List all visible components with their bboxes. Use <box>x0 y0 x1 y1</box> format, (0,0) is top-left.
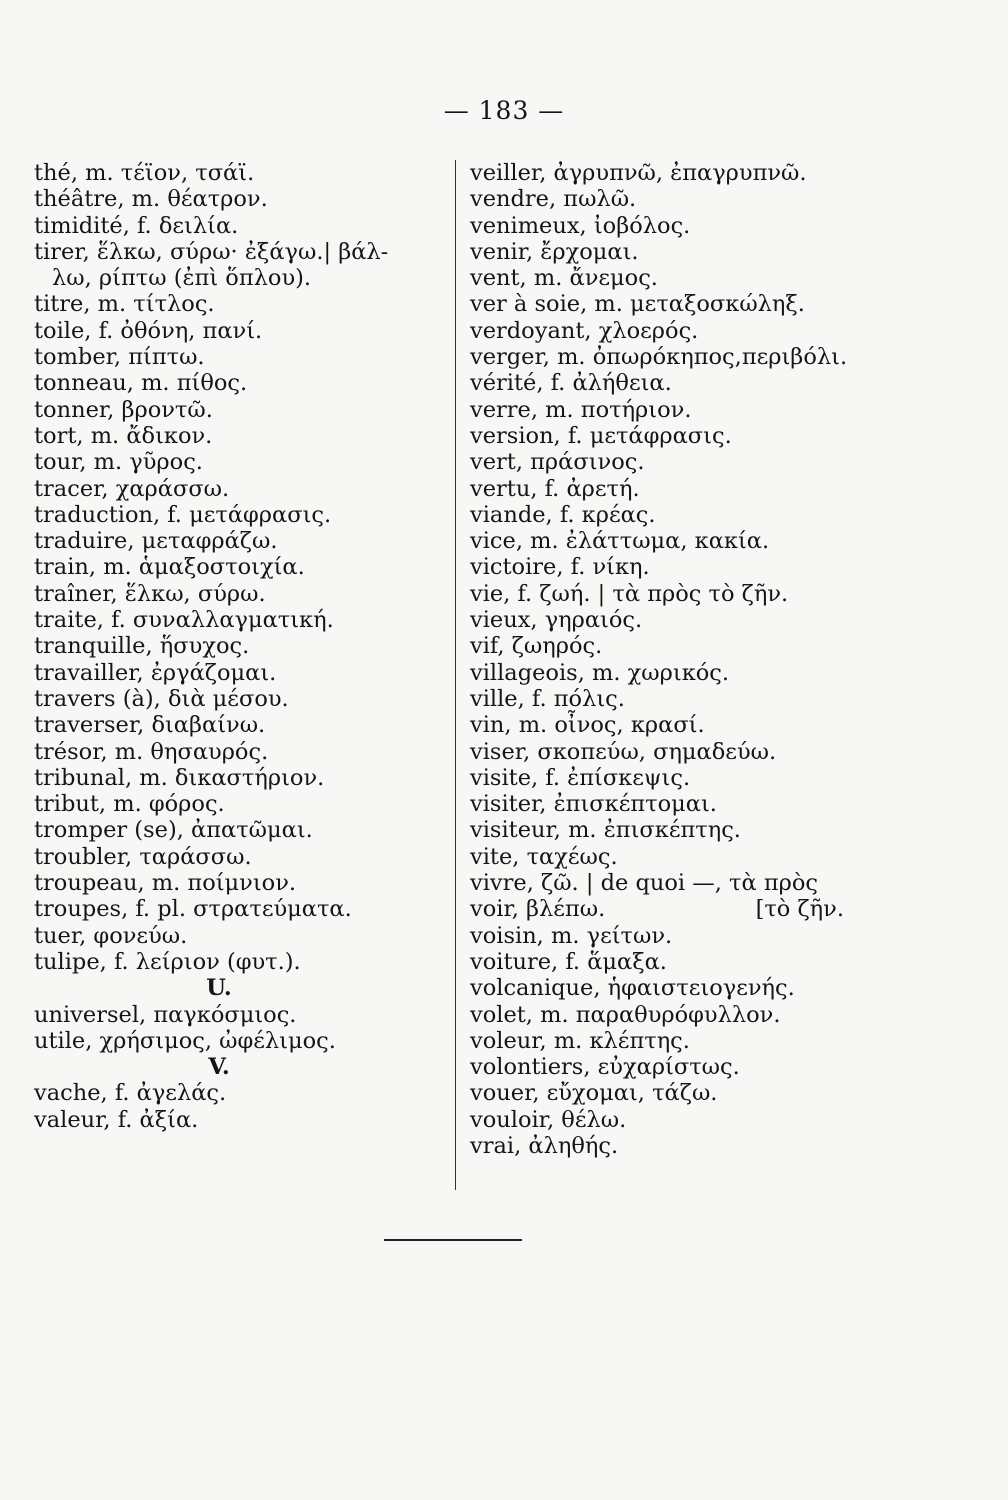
dictionary-entry: verger, m. ὀπωρόκηπος,περιβόλι. <box>470 344 848 371</box>
dictionary-entry: voisin, m. γείτων. <box>470 922 673 949</box>
dictionary-entry: voleur, m. κλέπτης. <box>470 1027 690 1054</box>
dictionary-entry: vert, πράσινος. <box>470 449 645 476</box>
dictionary-entry: vivre, ζῶ. | de quoi —, τὰ πρὸς <box>470 870 818 897</box>
dictionary-entry: tirer, ἕλκω, σύρω· ἐξάγω.| βάλ- <box>34 238 389 265</box>
dictionary-entry: vrai, ἀληθής. <box>470 1132 619 1159</box>
entry-text: voir, βλέπω. <box>470 896 606 923</box>
dictionary-entry: victoire, f. νίκη. <box>470 554 650 581</box>
dictionary-entry: train, m. ἁμαξοστοιχία. <box>34 554 305 581</box>
dictionary-entry: ver à soie, m. μεταξοσκώληξ. <box>470 291 805 318</box>
dictionary-entry: veiller, ἀγρυπνῶ, ἐπαγρυπνῶ. <box>470 160 807 186</box>
closing-rule <box>384 1239 522 1241</box>
dictionary-entry: vent, m. ἄνεμος. <box>470 265 658 292</box>
dictionary-entry: valeur, f. ἀξία. <box>34 1106 199 1133</box>
dictionary-entry: tromper (se), ἀπατῶμαι. <box>34 817 313 844</box>
dictionary-entry: tort, m. ἄδικον. <box>34 422 213 449</box>
dictionary-entry: vieux, γηραιός. <box>470 607 643 634</box>
dictionary-entry: tribut, m. φόρος. <box>34 791 225 818</box>
dictionary-entry: traduction, f. μετάφρασις. <box>34 501 332 528</box>
dictionary-entry: tranquille, ἥσυχος. <box>34 633 250 660</box>
dictionary-entry: traîner, ἕλκω, σύρω. <box>34 580 266 607</box>
dictionary-entry: volcanique, ἡφαιστειογενής. <box>470 975 795 1002</box>
dictionary-entry: villageois, m. χωρικός. <box>470 659 730 686</box>
dictionary-entry: troupes, f. pl. στρατεύματα. <box>34 896 352 923</box>
dictionary-entry: tomber, πίπτω. <box>34 344 205 371</box>
dictionary-entry: vérité, f. ἀλήθεια. <box>470 370 672 397</box>
dictionary-entry <box>470 896 890 922</box>
dictionary-entry: ville, f. πόλις. <box>470 685 625 712</box>
dictionary-entry: volet, m. παραθυρόφυλλον. <box>470 1001 781 1028</box>
section-heading-u: U. <box>206 975 232 1002</box>
section-heading-v: V. <box>208 1054 230 1081</box>
dictionary-entry: utile, χρήσιμος, ὠφέλιμος. <box>34 1027 336 1054</box>
dictionary-entry: trésor, m. θησαυρός. <box>34 738 269 765</box>
dictionary-entry: tonneau, m. πίθος. <box>34 370 248 397</box>
left-column <box>34 160 444 1133</box>
dictionary-entry: tracer, χαράσσω. <box>34 475 230 502</box>
dictionary-entry: vertu, f. ἀρετή. <box>470 475 640 502</box>
dictionary-entry: travailler, ἐργάζομαι. <box>34 659 277 686</box>
dictionary-entry: thé, m. τέϊον, τσάϊ. <box>34 160 255 186</box>
dictionary-entry: vite, ταχέως. <box>470 843 618 870</box>
dictionary-entry: vin, m. οἶνος, κρασί. <box>470 712 705 739</box>
dictionary-entry: visite, f. ἐπίσκεψις. <box>470 764 691 791</box>
dictionary-entry: vif, ζωηρός. <box>470 633 603 660</box>
dictionary-entry: vouer, εὔχομαι, τάζω. <box>470 1080 718 1107</box>
dictionary-entry: universel, παγκόσμιος. <box>34 1001 297 1028</box>
dictionary-entry: tour, m. γῦρος. <box>34 449 203 476</box>
dictionary-entry: verre, m. ποτήριον. <box>470 396 692 423</box>
dictionary-entry: tribunal, m. δικαστήριον. <box>34 764 325 791</box>
dictionary-entry: troupeau, m. ποίμνιον. <box>34 870 297 897</box>
dictionary-entry: traite, f. συναλλαγματική. <box>34 607 334 634</box>
column-divider <box>455 160 456 1190</box>
dictionary-entry: venimeux, ἰοβόλος. <box>470 212 691 239</box>
dictionary-entry: traverser, διαβαίνω. <box>34 712 266 739</box>
dictionary-entry: timidité, f. δειλία. <box>34 212 239 239</box>
dictionary-entry: vice, m. ἐλάττωμα, κακία. <box>470 528 770 555</box>
dictionary-entry: venir, ἔρχομαι. <box>470 238 639 265</box>
dictionary-entry: verdoyant, χλοερός. <box>470 317 699 344</box>
page-number: — 183 — <box>443 96 565 125</box>
dictionary-entry: visiteur, m. ἐπισκέπτης. <box>470 817 741 844</box>
dictionary-entry: version, f. μετάφρασις. <box>470 422 732 449</box>
dictionary-entry: toile, f. ὀθόνη, πανί. <box>34 317 263 344</box>
dictionary-entry: vouloir, θέλω. <box>470 1106 627 1133</box>
dictionary-entry-continuation: λω, ρίπτω (ἐπὶ ὅπλου). <box>52 265 312 292</box>
dictionary-entry: visiter, ἐπισκέπτομαι. <box>470 791 717 818</box>
dictionary-entry: traduire, μεταφράζω. <box>34 528 278 555</box>
dictionary-entry: travers (à), διὰ μέσου. <box>34 685 289 712</box>
dictionary-entry: troubler, ταράσσω. <box>34 843 252 870</box>
dictionary-entry: titre, m. τίτλος. <box>34 291 215 318</box>
dictionary-entry: vache, f. ἀγελάς. <box>34 1080 227 1107</box>
continuation-note: [τὸ ζῆν. <box>755 896 844 923</box>
dictionary-entry: viande, f. κρέας. <box>470 501 656 528</box>
right-column <box>470 160 890 1159</box>
dictionary-entry: vendre, πωλῶ. <box>470 186 637 213</box>
dictionary-entry: volontiers, εὐχαρίστως. <box>470 1054 740 1081</box>
dictionary-entry: viser, σκοπεύω, σημαδεύω. <box>470 738 777 765</box>
dictionary-entry: tuer, φονεύω. <box>34 922 188 949</box>
dictionary-entry: théâtre, m. θέατρον. <box>34 186 268 213</box>
dictionary-entry: vie, f. ζωή. | τὰ πρὸς τὸ ζῆν. <box>470 580 789 607</box>
dictionary-entry: tulipe, f. λείριον (φυτ.). <box>34 948 301 975</box>
dictionary-entry: tonner, βροντῶ. <box>34 396 213 423</box>
dictionary-entry: voiture, f. ἅμαξα. <box>470 948 667 975</box>
